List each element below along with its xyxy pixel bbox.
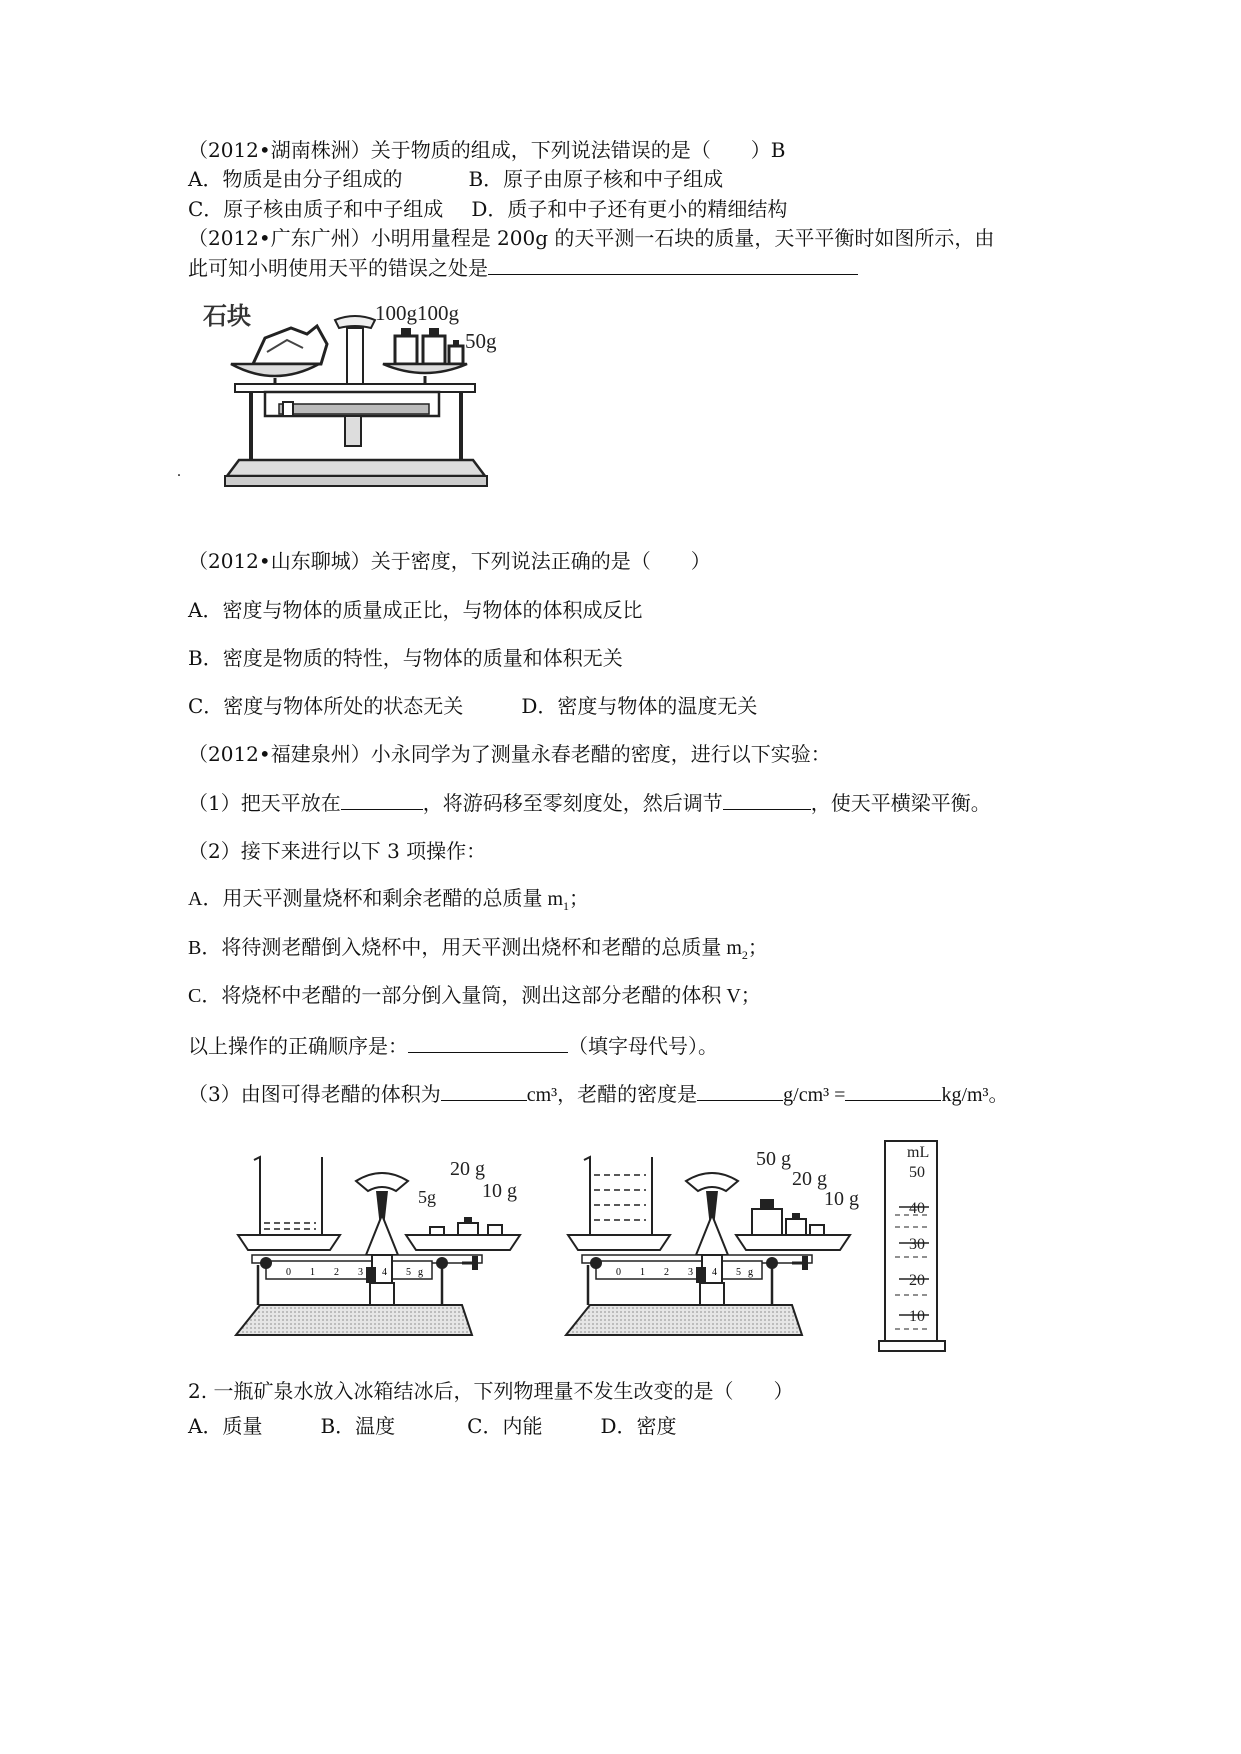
scale-2-tick-3: 3 (688, 1267, 693, 1278)
fig2-weight-50g: 50 g (756, 1148, 791, 1170)
pointer-scale (335, 316, 375, 328)
q5-stem: 2. 一瓶矿泉水放入冰箱结冰后，下列物理量不发生改变的是（ ） (188, 1379, 794, 1403)
q4-operation-b-sub: 2 (741, 948, 748, 962)
pointer-column (347, 328, 363, 384)
right-pan (383, 364, 467, 373)
q4-stem: （2012•福建泉州）小永同学为了测量永春老醋的密度，进行以下实验： (188, 742, 831, 766)
q4-order-text-b: （填字母代号）。 (568, 1034, 718, 1058)
weight-label-100g: 100g100g (375, 301, 459, 325)
cylinder-tick-40: 40 (909, 1200, 925, 1217)
cylinder-tick-50: 50 (909, 1164, 925, 1181)
q2-stem-line2 (188, 254, 858, 281)
base-2 (566, 1305, 802, 1335)
q4-part1-text-c: ，使天平横梁平衡。 (810, 791, 991, 815)
dial-2 (686, 1173, 738, 1191)
q5-option-b: B．温度 (320, 1414, 396, 1438)
q4-operation-c: C．将烧杯中老醋的一部分倒入量筒，测出这部分老醋的体积 V； (188, 985, 761, 1007)
q4-blank-placement[interactable] (341, 789, 423, 810)
q1-option-a: A．物质是由分子组成的 (188, 167, 403, 191)
q3-option-b: B．密度是物质的特性，与物体的质量和体积无关 (188, 646, 623, 670)
cylinder-base (879, 1341, 945, 1351)
scale-2-unit: g (748, 1267, 753, 1278)
balance-2 (566, 1148, 859, 1335)
q1-option-c: C．原子核由质子和中子组成 (188, 197, 444, 221)
q2-stem-text: 此可知小明使用天平的错误之处是 (188, 256, 488, 280)
weight-label-50g: 50g (465, 329, 497, 353)
weight-50g (449, 346, 463, 364)
dial-1 (356, 1173, 408, 1191)
scale-1-tick-1: 1 (310, 1267, 315, 1278)
scale-1-tick-5: 5 (406, 1267, 411, 1278)
weight-100g-b (423, 336, 445, 364)
scale-2-tick-1: 1 (640, 1267, 645, 1278)
stone-shape (253, 326, 327, 364)
q4-operation-a (188, 886, 589, 919)
q3-option-d: D．密度与物体的温度无关 (521, 694, 758, 718)
q4-part3-text: （3）由图可得老醋的体积为 (188, 1082, 441, 1106)
q4-unit-cm3: cm³，老醋的密度是 (526, 1084, 698, 1106)
q4-part1-text-b: ，将游码移至零刻度处，然后调节 (422, 791, 723, 815)
cylinder-tick-30: 30 (909, 1236, 925, 1253)
scale-2-tick-4: 4 (712, 1267, 717, 1278)
cylinder-tick-20: 20 (909, 1272, 925, 1289)
q4-order-text-a: 以上操作的正确顺序是： (188, 1034, 408, 1058)
q4-blank-density-kg[interactable] (845, 1080, 941, 1101)
q5-option-a: A．质量 (188, 1414, 263, 1438)
q4-blank-volume[interactable] (441, 1080, 527, 1101)
figure-dot: . (177, 463, 181, 480)
weight-100g-a (395, 336, 417, 364)
base-1 (236, 1305, 472, 1335)
rider (283, 402, 293, 416)
stone-balance-figure (177, 292, 525, 534)
rider-scale (279, 404, 429, 414)
fig1-weight-10g: 10 g (482, 1180, 517, 1202)
scale-1-tick-4: 4 (382, 1267, 387, 1278)
q1-option-b: B．原子由原子核和中子组成 (468, 167, 724, 191)
q4-blank-density-g[interactable] (697, 1080, 783, 1101)
q1-option-d: D．质子和中子还有更小的精细结构 (471, 197, 788, 221)
q4-blank-adjust[interactable] (723, 789, 811, 810)
cylinder-tick-10: 10 (909, 1308, 925, 1325)
scale-1-tick-3: 3 (358, 1267, 363, 1278)
q5-option-c: C．内能 (467, 1414, 543, 1438)
fig1-weight-5g: 5g (418, 1187, 436, 1207)
q3-option-c: C．密度与物体所处的状态无关 (188, 694, 464, 718)
left-pan (231, 364, 319, 376)
q4-part3 (188, 1080, 1009, 1108)
q4-unit-kgm3: kg/m³。 (941, 1084, 1009, 1106)
scale-2-tick-5: 5 (736, 1267, 741, 1278)
scale-2-tick-0: 0 (616, 1267, 621, 1278)
q4-blank-order[interactable] (408, 1032, 568, 1053)
q3-options-row (188, 693, 757, 719)
beaker-2 (584, 1157, 652, 1235)
q5-option-d: D．密度 (600, 1414, 677, 1438)
q1-options-row1 (188, 166, 723, 192)
q1-options-row2 (188, 196, 787, 222)
q5-options-row (188, 1413, 677, 1439)
q2-answer-blank[interactable] (488, 254, 858, 275)
fig2-weight-20g: 20 g (792, 1168, 827, 1190)
fig2-weight-10g: 10 g (824, 1188, 859, 1210)
cylinder-unit: mL (907, 1144, 930, 1161)
scale-1-tick-0: 0 (286, 1267, 291, 1278)
q4-part1-text-a: （1）把天平放在 (188, 791, 341, 815)
q3-stem: （2012•山东聊城）关于密度，下列说法正确的是（ ） (188, 549, 711, 573)
base (227, 460, 485, 476)
measuring-cylinder (879, 1141, 945, 1351)
q4-operation-b-end: ； (747, 937, 768, 959)
q3-option-a: A．密度与物体的质量成正比，与物体的体积成反比 (188, 598, 643, 622)
q4-order (188, 1032, 718, 1059)
vinegar-figure (230, 1135, 1060, 1360)
q4-operation-b-text: B．将待测老醋倒入烧杯中，用天平测出烧杯和老醋的总质量 m (188, 937, 742, 959)
q4-part2: （2）接下来进行以下 3 项操作： (188, 839, 487, 863)
q4-operation-b (188, 935, 768, 968)
stone-label: 石块 (203, 304, 251, 330)
q2-stem-line1: （2012•广东广州）小明用量程是 200g 的天平测一石块的质量，天平平衡时如图所示，由 (188, 226, 995, 250)
scale-1-tick-2: 2 (334, 1267, 339, 1278)
q4-unit-gcm3: g/cm³ = (783, 1084, 846, 1106)
q4-part1 (188, 789, 991, 816)
balance-1 (236, 1157, 520, 1335)
fig1-weight-20g: 20 g (450, 1158, 485, 1180)
scale-2-tick-2: 2 (664, 1267, 669, 1278)
q4-operation-a-sub: 1 (563, 899, 569, 913)
q1-stem: （2012•湖南株洲）关于物质的组成，下列说法错误的是（ ）B (188, 138, 786, 162)
q4-operation-a-end: ； (569, 888, 589, 910)
scale-1-unit: g (418, 1267, 423, 1278)
q4-operation-a-text: A．用天平测量烧杯和剩余老醋的总质量 m (188, 888, 563, 910)
